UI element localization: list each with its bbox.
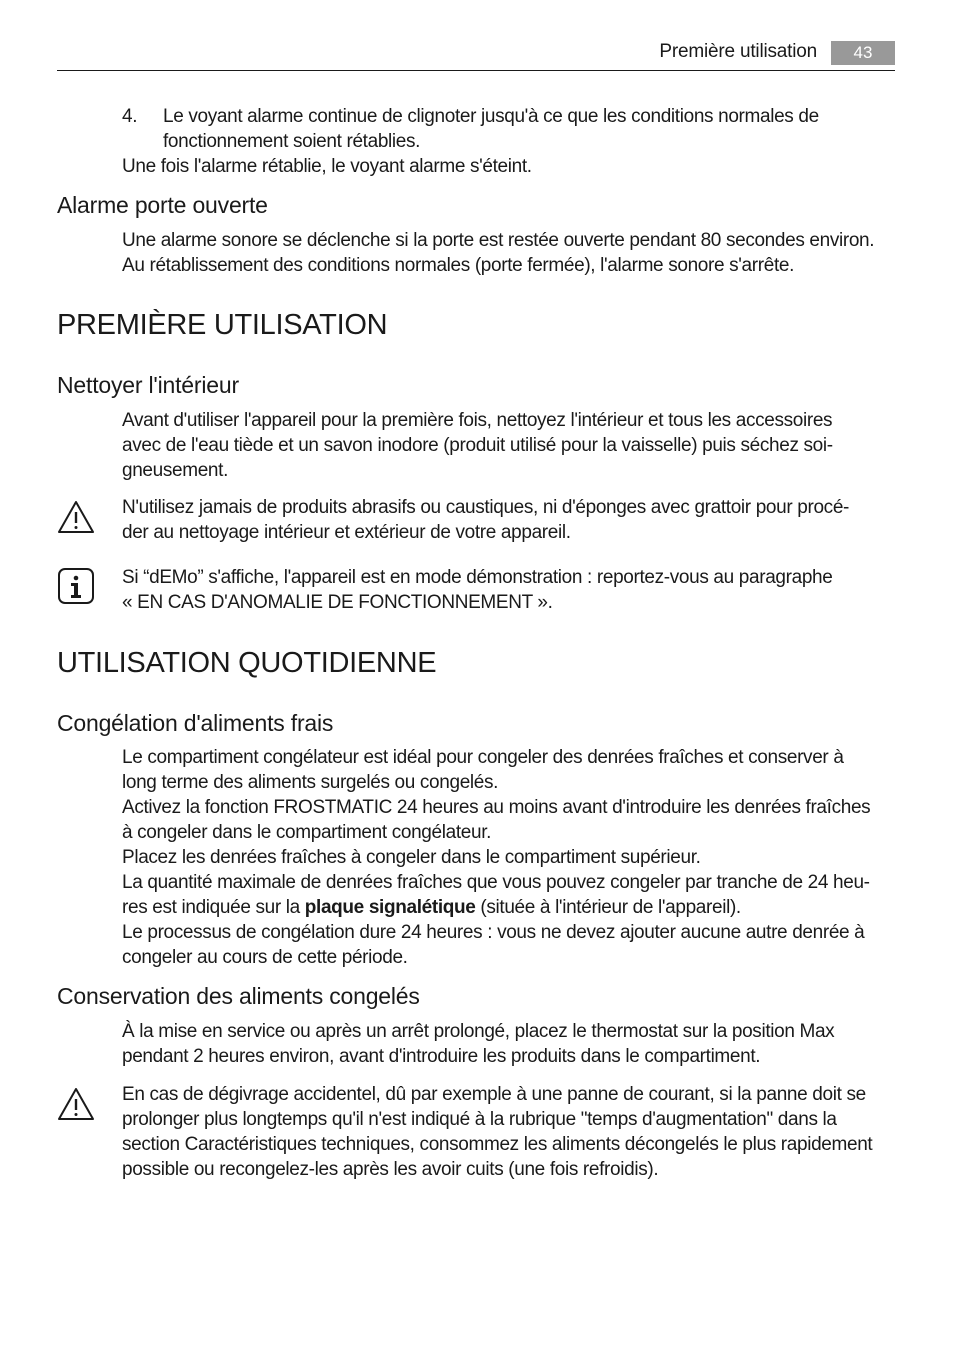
header-rule	[57, 70, 895, 71]
warning-text-line: possible ou recongelez-les après les avoir cuits (une fois refroidis).	[122, 1159, 659, 1180]
info-text-line: Si “dEMo” s'affiche, l'appareil est en mode démonstration : reportez-vous au paragraphe	[122, 567, 833, 588]
body-text-line: Placez les denrées fraîches à congeler dans le compartiment supérieur.	[122, 847, 701, 868]
text-run: res est indiquée sur la	[122, 897, 305, 918]
warning-triangle-icon	[57, 1087, 95, 1121]
warning-text-line: section Caractéristiques techniques, consommez les aliments décongelés le plus rapidement	[122, 1134, 873, 1155]
body-text-line: avec de l'eau tiède et un savon inodore (produit utilisé pour la vaisselle) puis séchez soi-	[122, 435, 833, 456]
step-text-line: Le voyant alarme continue de clignoter jusqu'à ce que les conditions normales de	[163, 106, 819, 127]
section-title-daily-use: UTILISATION QUOTIDIENNE	[57, 647, 437, 679]
body-text-line: gneusement.	[122, 460, 229, 481]
page-number: 43	[831, 41, 895, 65]
body-text-line: Le compartiment congélateur est idéal pour congeler des denrées fraîches et conserver à	[122, 747, 844, 768]
body-text-line: Le processus de congélation dure 24 heures : vous ne devez ajouter aucune autre denrée à	[122, 922, 865, 943]
running-title: Première utilisation	[659, 41, 817, 62]
subheading-door-alarm: Alarme porte ouverte	[57, 192, 268, 218]
body-text-line: long terme des aliments surgelés ou congelés.	[122, 772, 499, 793]
info-text-line: « EN CAS D'ANOMALIE DE FONCTIONNEMENT ».	[122, 592, 553, 613]
warning-text-line: N'utilisez jamais de produits abrasifs ou caustiques, ni d'éponges avec grattoir pour procé-	[122, 497, 850, 518]
subheading-storage: Conservation des aliments congelés	[57, 983, 420, 1009]
rating-plate-term: plaque signalétique	[304, 897, 476, 918]
step-number: 4.	[122, 106, 138, 127]
warning-text-line: prolonger plus longtemps qu'il n'est indiqué à la rubrique "temps d'augmentation" dans la	[122, 1109, 837, 1130]
body-text-line: Au rétablissement des conditions normales (porte fermée), l'alarme sonore s'arrête.	[122, 255, 795, 276]
warning-text-line: En cas de dégivrage accidentel, dû par exemple à une panne de courant, si la panne doit se	[122, 1084, 866, 1105]
subheading-cleaning: Nettoyer l'intérieur	[57, 372, 239, 398]
subheading-freezing: Congélation d'aliments frais	[57, 710, 334, 736]
body-text-line: Une alarme sonore se déclenche si la porte est restée ouverte pendant 80 secondes environ.	[122, 230, 875, 251]
body-text-line: congeler au cours de cette période.	[122, 947, 408, 968]
body-text-line: à congeler dans le compartiment congélateur.	[122, 822, 492, 843]
body-text-line: Activez la fonction FROSTMATIC 24 heures au moins avant d'introduire les denrées fraîches	[122, 797, 871, 818]
body-text-line: Une fois l'alarme rétablie, le voyant alarme s'éteint.	[122, 156, 532, 177]
body-text-line	[122, 895, 741, 920]
body-text-line: Avant d'utiliser l'appareil pour la première fois, nettoyez l'intérieur et tous les accessoires	[122, 410, 833, 431]
body-text-line: À la mise en service ou après un arrêt prolongé, placez le thermostat sur la position Max	[122, 1021, 835, 1042]
body-text-line: La quantité maximale de denrées fraîches que vous pouvez congeler par tranche de 24 heu-	[122, 872, 870, 893]
text-run: (située à l'intérieur de l'appareil).	[475, 897, 741, 918]
info-icon	[57, 567, 95, 605]
warning-triangle-icon	[57, 500, 95, 534]
body-text-line: pendant 2 heures environ, avant d'introduire les produits dans le compartiment.	[122, 1046, 761, 1067]
section-title-first-use: PREMIÈRE UTILISATION	[57, 309, 388, 341]
step-text-line: fonctionnement soient rétablies.	[163, 131, 421, 152]
warning-text-line: der au nettoyage intérieur et extérieur de votre appareil.	[122, 522, 571, 543]
